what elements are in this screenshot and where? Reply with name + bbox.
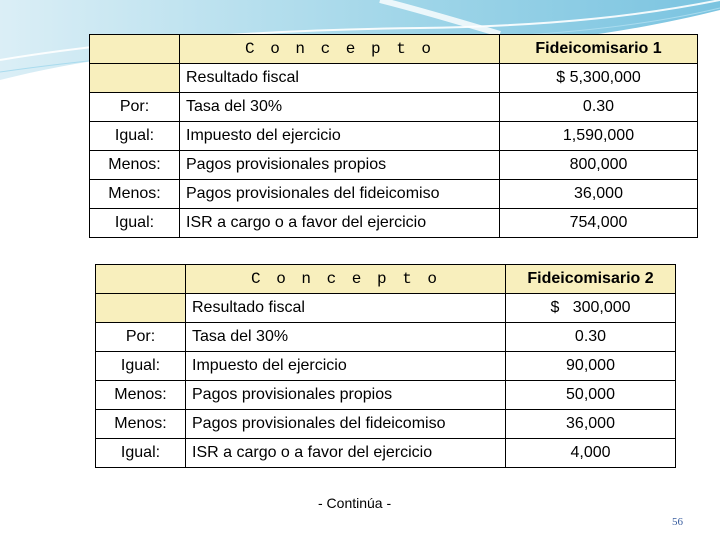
- row-label: Pagos provisionales del fideicomiso: [186, 410, 506, 439]
- table-row: [96, 381, 676, 410]
- row-operator: Por:: [90, 93, 180, 122]
- row-value: 50,000: [506, 381, 676, 410]
- row-label: Impuesto del ejercicio: [186, 352, 506, 381]
- table-row: [96, 352, 676, 381]
- fideicomisario-header: Fideicomisario 2: [506, 265, 676, 294]
- row-label: Pagos provisionales del fideicomiso: [180, 180, 500, 209]
- row-operator: [96, 294, 186, 323]
- row-label: ISR a cargo o a favor del ejercicio: [186, 439, 506, 468]
- row-label: Tasa del 30%: [186, 323, 506, 352]
- row-value: 36,000: [500, 180, 698, 209]
- table-row: [90, 180, 698, 209]
- row-operator: Igual:: [96, 352, 186, 381]
- table-row: [90, 93, 698, 122]
- row-operator: Igual:: [90, 209, 180, 238]
- row-label: Tasa del 30%: [180, 93, 500, 122]
- row-label: ISR a cargo o a favor del ejercicio: [180, 209, 500, 238]
- concept-header: C o n c e p t o: [180, 35, 500, 64]
- row-value: 4,000: [506, 439, 676, 468]
- row-label: Pagos provisionales propios: [180, 151, 500, 180]
- row-operator: Menos:: [96, 410, 186, 439]
- table-row: [90, 64, 698, 93]
- row-label: Resultado fiscal: [186, 294, 506, 323]
- fideicomisario-2-table: [95, 264, 676, 468]
- fideicomisario-header: Fideicomisario 1: [500, 35, 698, 64]
- header-empty-cell: [90, 35, 180, 64]
- row-value: $ 300,000: [506, 294, 676, 323]
- row-operator: Menos:: [90, 151, 180, 180]
- table-header-row: [96, 265, 676, 294]
- concept-header: C o n c e p t o: [186, 265, 506, 294]
- table-row: [90, 209, 698, 238]
- row-operator: Igual:: [96, 439, 186, 468]
- row-operator: Menos:: [96, 381, 186, 410]
- row-operator: Menos:: [90, 180, 180, 209]
- row-label: Pagos provisionales propios: [186, 381, 506, 410]
- table-row: [90, 151, 698, 180]
- row-operator: Igual:: [90, 122, 180, 151]
- row-value: 36,000: [506, 410, 676, 439]
- table-header-row: [90, 35, 698, 64]
- row-value: 1,590,000: [500, 122, 698, 151]
- table-row: [90, 122, 698, 151]
- table-row: [96, 294, 676, 323]
- fideicomisario-1-table: [89, 34, 698, 238]
- header-empty-cell: [96, 265, 186, 294]
- row-operator: [90, 64, 180, 93]
- row-label: Resultado fiscal: [180, 64, 500, 93]
- table-row: [96, 323, 676, 352]
- row-value: 754,000: [500, 209, 698, 238]
- row-value: $ 5,300,000: [500, 64, 698, 93]
- row-label: Impuesto del ejercicio: [180, 122, 500, 151]
- row-value: 90,000: [506, 352, 676, 381]
- page-number: 56: [672, 516, 683, 528]
- row-value: 800,000: [500, 151, 698, 180]
- table-row: [96, 439, 676, 468]
- row-value: 0.30: [506, 323, 676, 352]
- continua-note: - Continúa -: [318, 495, 392, 511]
- row-operator: Por:: [96, 323, 186, 352]
- row-value: 0.30: [500, 93, 698, 122]
- table-row: [96, 410, 676, 439]
